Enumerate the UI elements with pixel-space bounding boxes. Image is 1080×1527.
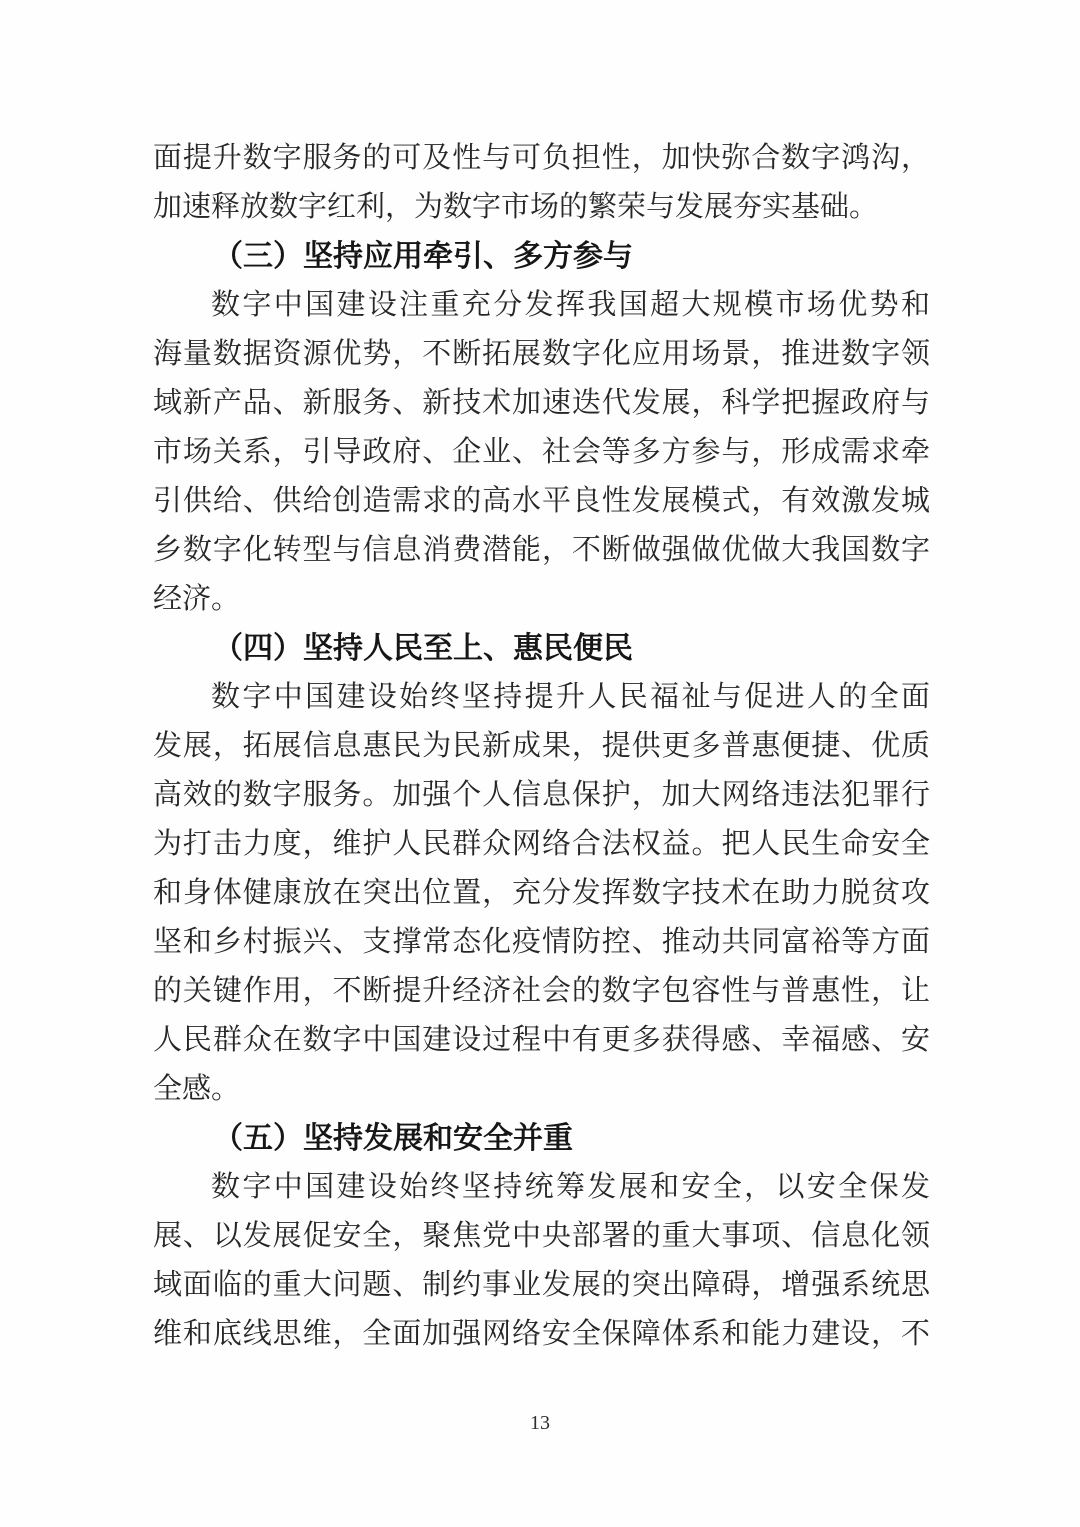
- text-line: 面提升数字服务的可及性与可负担性，加快弥合数字鸿沟，: [153, 142, 930, 174]
- text-line: 坚和乡村振兴、支撑常态化疫情防控、推动共同富裕等方面: [153, 926, 930, 958]
- section-heading-three: （三）坚持应用牵引、多方参与: [213, 240, 633, 273]
- text-line: 市场关系，引导政府、企业、社会等多方参与，形成需求牵: [153, 436, 930, 468]
- text-line: 展、以发展促安全，聚焦党中央部署的重大事项、信息化领: [153, 1220, 930, 1252]
- text-line: 人民群众在数字中国建设过程中有更多获得感、幸福感、安: [153, 1024, 930, 1056]
- text-line: 数字中国建设始终坚持提升人民福祉与促进人的全面: [211, 681, 930, 713]
- section-heading-five: （五）坚持发展和安全并重: [213, 1122, 573, 1155]
- text-line: 发展，拓展信息惠民为民新成果，提供更多普惠便捷、优质: [153, 730, 930, 762]
- text-line: 全感。: [153, 1073, 241, 1105]
- text-line: 维和底线思维，全面加强网络安全保障体系和能力建设，不: [153, 1318, 930, 1350]
- text-line: 数字中国建设始终坚持统筹发展和安全，以安全保发: [211, 1171, 930, 1203]
- text-line: 高效的数字服务。加强个人信息保护，加大网络违法犯罪行: [153, 779, 930, 811]
- page-number: 13: [530, 1412, 550, 1434]
- page-content: [153, 134, 930, 1359]
- text-line: 经济。: [153, 583, 241, 615]
- text-line: 乡数字化转型与信息消费潜能，不断做强做优做大我国数字: [153, 534, 930, 566]
- text-line: 的关键作用，不断提升经济社会的数字包容性与普惠性，让: [153, 975, 930, 1007]
- text-line: 域新产品、新服务、新技术加速迭代发展，科学把握政府与: [153, 387, 930, 419]
- text-line: 域面临的重大问题、制约事业发展的突出障碍，增强系统思: [153, 1269, 930, 1301]
- text-line: 引供给、供给创造需求的高水平良性发展模式，有效激发城: [153, 485, 930, 517]
- text-line: 为打击力度，维护人民群众网络合法权益。把人民生命安全: [153, 828, 930, 860]
- text-line: 加速释放数字红利，为数字市场的繁荣与发展夯实基础。: [153, 191, 879, 223]
- text-line: 海量数据资源优势，不断拓展数字化应用场景，推进数字领: [153, 338, 930, 370]
- text-line: 数字中国建设注重充分发挥我国超大规模市场优势和: [211, 289, 930, 321]
- text-line: 和身体健康放在突出位置，充分发挥数字技术在助力脱贫攻: [153, 877, 930, 909]
- section-heading-four: （四）坚持人民至上、惠民便民: [213, 632, 633, 665]
